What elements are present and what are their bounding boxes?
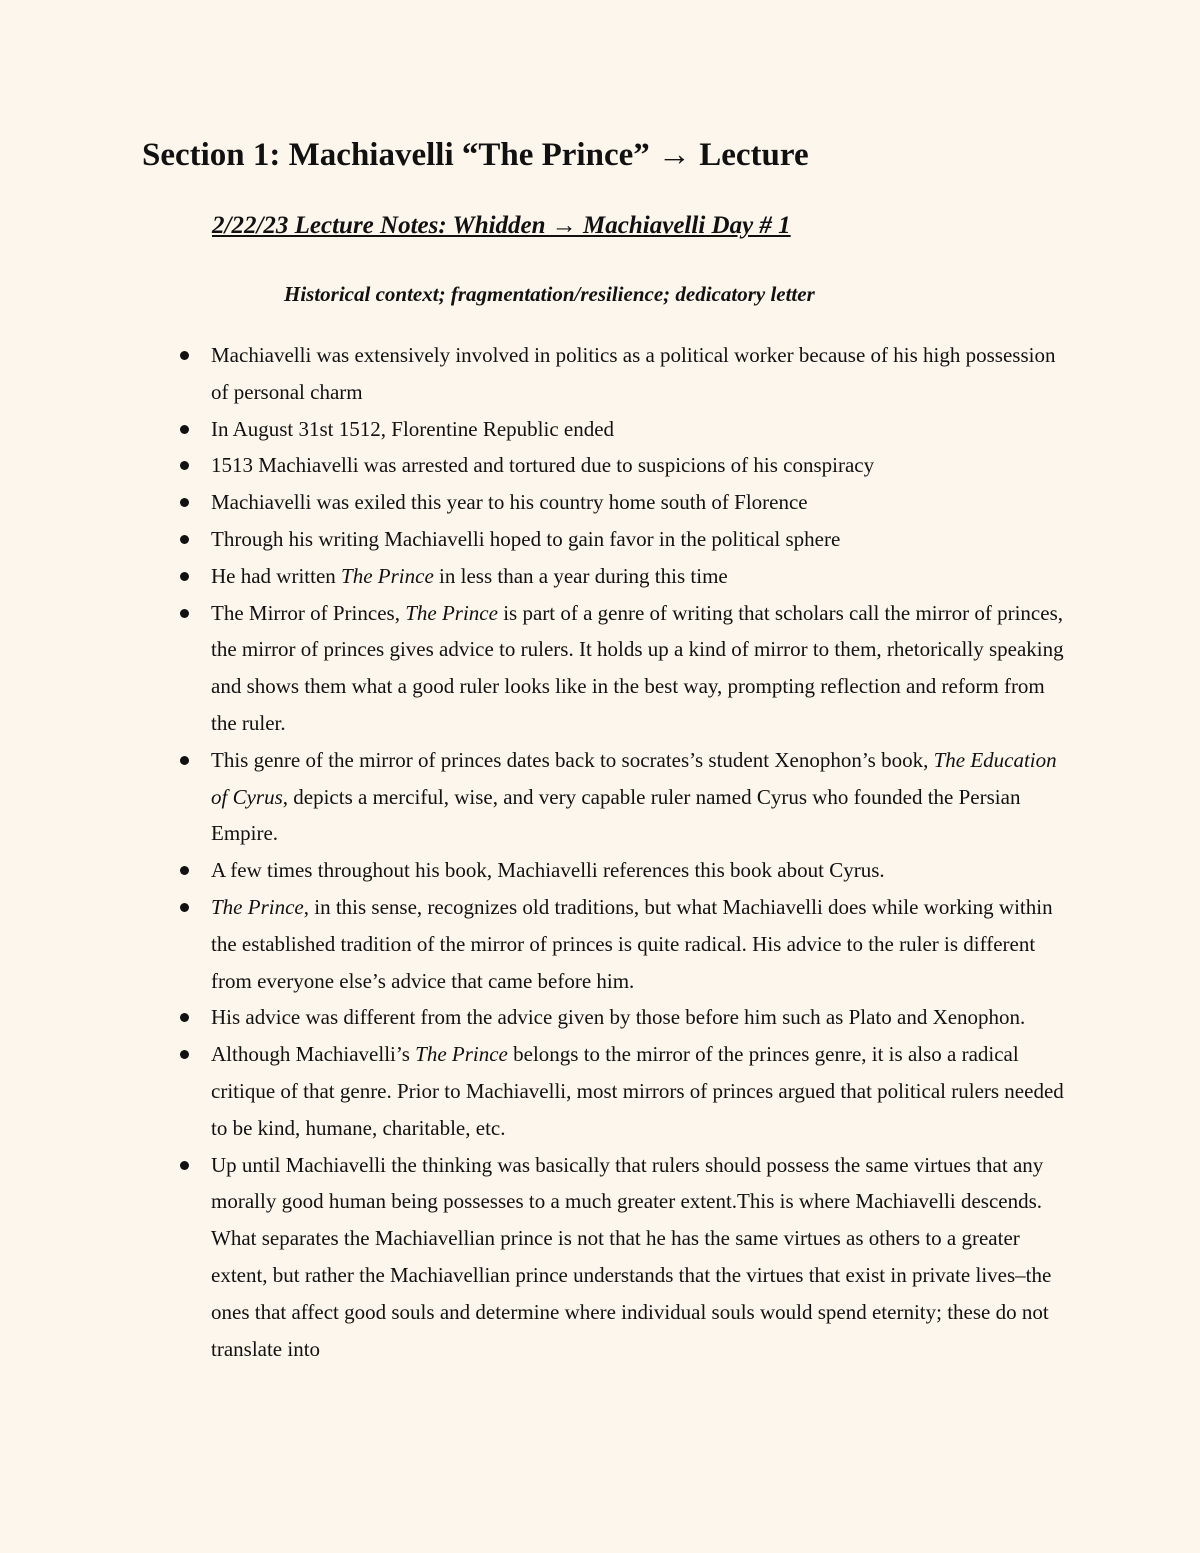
list-item: Machiavelli was extensively involved in politics as a political worker because of his high possession of personal charm [211, 337, 1071, 411]
book-title: The Prince [211, 894, 304, 919]
list-item: 1513 Machiavelli was arrested and tortured due to suspicions of his conspiracy [211, 447, 1071, 484]
section-title: Section 1: Machiavelli “The Prince” → Lecture [142, 137, 809, 173]
list-item: His advice was different from the advice given by those before him such as Plato and Xenophon. [211, 999, 1071, 1036]
list-item: In August 31st 1512, Florentine Republic ended [211, 411, 1071, 448]
list-item: The Mirror of Princes, The Prince is part of a genre of writing that scholars call the mirror of princes, the mirror of princes gives advice to rulers. It holds up a kind of mirror to them, rhetorically speaking and shows them what a good ruler looks like in the best way, prompting reflection and reform from the ruler. [211, 595, 1071, 742]
book-title: The Prince [341, 563, 434, 588]
list-item: Although Machiavelli’s The Prince belongs to the mirror of the princes genre, it is also a radical critique of that genre. Prior to Machiavelli, most mirrors of princes argued that political rulers needed to be kind, humane, charitable, etc. [211, 1036, 1071, 1146]
list-item: The Prince, in this sense, recognizes old traditions, but what Machiavelli does while working within the established tradition of the mirror of princes is quite radical. His advice to the ruler is different from everyone else’s advice that came before him. [211, 889, 1071, 999]
lecture-title: 2/22/23 Lecture Notes: Whidden → Machiavelli Day # 1 [212, 212, 791, 239]
list-item: This genre of the mirror of princes dates back to socrates’s student Xenophon’s book, The Education of Cyrus, depicts a merciful, wise, and very capable ruler named Cyrus who founded the Persian Empire. [211, 742, 1071, 852]
book-title: The Education of Cyrus [211, 747, 1057, 809]
list-item: Up until Machiavelli the thinking was basically that rulers should possess the same virtues that any morally good human being possesses to a much greater extent.This is where Machiavelli descends. What separates the Machiavellian prince is not that he has the same virtues as others to a greater extent, but rather the Machiavellian prince understands that the virtues that exist in private lives–the ones that affect good souls and determine where individual souls would spend eternity; these do not translate into [211, 1147, 1071, 1368]
list-item: Through his writing Machiavelli hoped to gain favor in the political sphere [211, 521, 1071, 558]
list-item: A few times throughout his book, Machiavelli references this book about Cyrus. [211, 852, 1071, 889]
book-title: The Prince [405, 600, 498, 625]
lecture-notes-list [211, 337, 1071, 1367]
list-item: Machiavelli was exiled this year to his country home south of Florence [211, 484, 1071, 521]
list-item: He had written The Prince in less than a year during this time [211, 558, 1071, 595]
lecture-subtitle: Historical context; fragmentation/resilience; dedicatory letter [284, 282, 815, 306]
book-title: The Prince [415, 1042, 508, 1067]
